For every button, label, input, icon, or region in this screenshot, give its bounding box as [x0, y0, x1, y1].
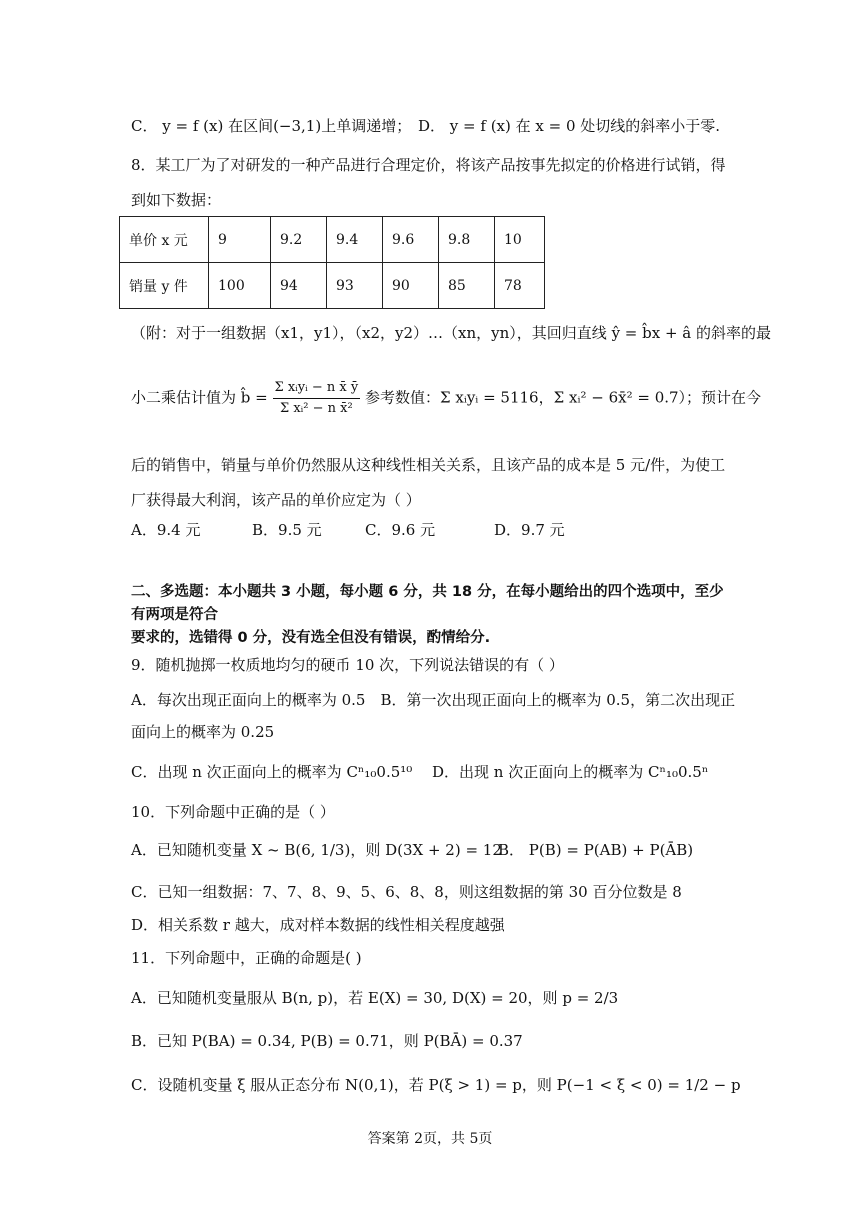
section-2-heading-cont: 有两项是符合	[131, 607, 218, 623]
table-cell: 10	[495, 217, 545, 263]
section-2-heading-cont2: 要求的，选错得 0 分，没有选全但没有错误，酌情给分.	[131, 630, 491, 646]
note-prefix: 小二乘估计值为 b̂ =	[131, 388, 268, 407]
table-cell: 100	[209, 263, 271, 309]
option-d-line1: D． y = f (x) 在 x = 0 处切线的斜率小于零.	[418, 117, 721, 135]
table-cell: 93	[327, 263, 383, 309]
q10-option-b: B． P(B) = P(AB) + P(ĀB)	[498, 841, 694, 859]
table-cell: 85	[439, 263, 495, 309]
formula-denominator: Σ xᵢ² − n x̄²	[280, 401, 353, 416]
q8-option-b: B．9.5 元	[252, 521, 322, 539]
q10-option-a: A．已知随机变量 X ~ B(6, 1/3)，则 D(3X + 2) = 12	[131, 841, 502, 859]
q9-option-c: C．出现 n 次正面向上的概率为 Cⁿ₁₀0.5¹⁰	[131, 763, 413, 781]
table-cell: 单价 x 元	[120, 217, 209, 263]
note-line-3: 后的销售中，销量与单价仍然服从这种线性相关关系，且该产品的成本是 5 元/件，为使工	[131, 456, 726, 474]
question-10-text: 10．下列命题中正确的是（ ）	[131, 803, 335, 821]
table-cell: 94	[271, 263, 327, 309]
q9-option-d: D．出现 n 次正面向上的概率为 Cⁿ₁₀0.5ⁿ	[432, 763, 709, 781]
q8-option-d: D．9.7 元	[494, 521, 565, 539]
q10-option-c: C．已知一组数据：7、7、8、9、5、6、8、8，则这组数据的第 30 百分位数是 8	[131, 883, 682, 901]
table-row	[120, 263, 545, 309]
q11-option-a: A．已知随机变量服从 B(n, p)，若 E(X) = 30, D(X) = 20，则 p = 2/3	[131, 989, 619, 1007]
q8-option-a: A．9.4 元	[131, 521, 201, 539]
q9-options-ab-cont: 面向上的概率为 0.25	[131, 723, 275, 741]
table-cell: 9	[209, 217, 271, 263]
note-line-4: 厂获得最大利润，该产品的单价应定为（ ）	[131, 491, 421, 509]
formula-numerator: Σ xᵢyᵢ − n x̄ ȳ	[273, 378, 361, 399]
q9-options-ab: A．每次出现正面向上的概率为 0.5 B．第一次出现正面向上的概率为 0.5，第二次出现正	[131, 691, 736, 709]
table-cell: 9.2	[271, 217, 327, 263]
q8-option-c: C．9.6 元	[365, 521, 436, 539]
option-c-line1: C． y = f (x) 在区间(−3,1)上单调递增；	[131, 117, 412, 135]
q11-option-b: B．已知 P(BA) = 0.34, P(B) = 0.71，则 P(BĀ) = 0.37	[131, 1032, 523, 1050]
table-cell: 销量 y 件	[120, 263, 209, 309]
note-line-2	[131, 378, 761, 419]
price-sales-table	[119, 216, 545, 309]
question-8-text: 8．某工厂为了对研发的一种产品进行合理定价，将该产品按事先拟定的价格进行试销，得	[131, 156, 726, 174]
q10-option-d: D．相关系数 r 越大，成对样本数据的线性相关程度越强	[131, 916, 505, 934]
section-2-heading: 二、多选题：本小题共 3 小题，每小题 6 分，共 18 分，在每小题给出的四个选项中，至少	[131, 584, 724, 600]
table-cell: 9.8	[439, 217, 495, 263]
reference-values: 参考数值：Σ xᵢyᵢ = 5116，Σ xᵢ² − 6x̄² = 0.7）；预计在今	[364, 388, 762, 407]
table-cell: 9.4	[327, 217, 383, 263]
page-footer: 答案第 2页，共 5页	[367, 1131, 493, 1147]
slope-formula	[273, 378, 361, 419]
question-9-text: 9．随机抛掷一枚质地均匀的硬币 10 次，下列说法错误的有（ ）	[131, 656, 564, 674]
question-11-text: 11．下列命题中，正确的命题是( )	[131, 949, 362, 967]
table-cell: 78	[495, 263, 545, 309]
question-8-text-cont: 到如下数据：	[131, 191, 222, 209]
q11-option-c: C．设随机变量 ξ 服从正态分布 N(0,1)，若 P(ξ > 1) = p，则 P(−1 < ξ < 0) = 1/2 − p	[131, 1076, 741, 1094]
table-row	[120, 217, 545, 263]
table-cell: 90	[383, 263, 439, 309]
table-cell: 9.6	[383, 217, 439, 263]
note-line-1: （附：对于一组数据（x1，y1），（x2，y2）…（xn，yn），其回归直线 ŷ = b̂x + â 的斜率的最	[131, 324, 772, 342]
